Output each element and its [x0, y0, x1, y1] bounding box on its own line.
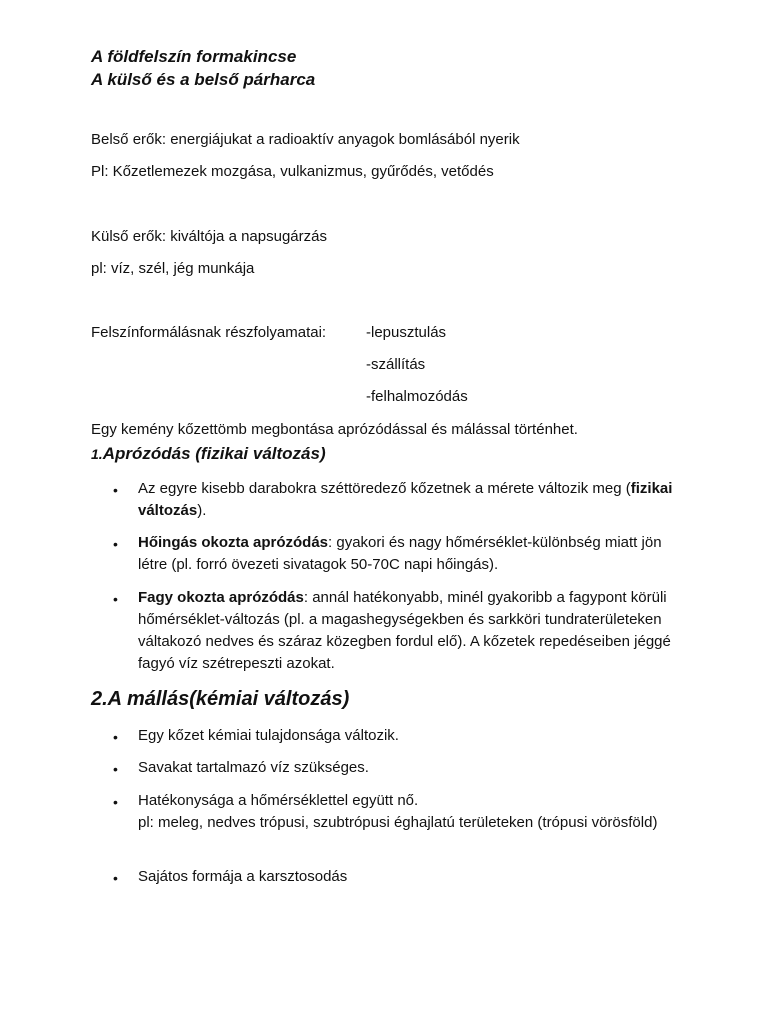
subprocess-item: -felhalmozódás: [366, 388, 468, 405]
list-item: [138, 587, 678, 675]
section1-heading: [91, 443, 326, 465]
list-item: Hatékonysága a hőmérséklettel együtt nő.: [138, 792, 419, 809]
list-item: Savakat tartalmazó víz szükséges.: [138, 759, 369, 776]
list-item: [138, 532, 678, 576]
list-item-bold: Hőingás okozta aprózódás: [138, 534, 329, 551]
external-forces-definition: Külső erők: kiváltója a napsugárzás: [91, 228, 327, 245]
bullet-dot: •: [113, 482, 118, 498]
internal-forces-examples: Pl: Kőzetlemezek mozgása, vulkanizmus, gyűrődés, vetődés: [91, 163, 494, 180]
document-title-line2: A külső és a belső párharca: [91, 70, 316, 89]
bullet-dot: •: [113, 536, 118, 552]
list-item-text: : gyakori és nagy hőmérséklet-különbség miatt jön létre (pl. forró övezeti sivatagok 50-70C napi hőingás).: [138, 534, 662, 573]
subprocess-item: -szállítás: [366, 356, 426, 373]
bullet-dot: •: [113, 870, 118, 886]
bullet-dot: •: [113, 761, 118, 777]
section2-heading: 2.A mállás(kémiai változás): [91, 688, 350, 710]
bullet-dot: •: [113, 591, 118, 607]
list-item-text: ).: [197, 502, 207, 519]
list-item: Egy kőzet kémiai tulajdonsága változik.: [138, 727, 399, 744]
subprocess-item: -lepusztulás: [366, 324, 447, 341]
external-forces-examples: pl: víz, szél, jég munkája: [91, 260, 255, 277]
internal-forces-definition: Belső erők: energiájukat a radioaktív anyagok bomlásából nyerik: [91, 131, 520, 148]
list-item: [138, 478, 678, 522]
list-item-text: : annál hatékonyabb, minél gyakoribb a fagypont körüli hőmérséklet-változás (pl. a magashegységekben és sarkköri tundraterületeken váltakozó nedves és száraz közegben fordul elő). A kőzetek repedéseiben jéggé fagyó víz szétrepeszti azokat.: [138, 589, 671, 672]
subprocesses-label: Felszínformálásnak részfolyamatai:: [91, 324, 327, 341]
intro-sentence: Egy kemény kőzettömb megbontása aprózódással és málással történhet.: [91, 421, 578, 438]
list-item-bold: Fagy okozta aprózódás: [138, 589, 304, 606]
list-item: Sajátos formája a karsztosodás: [138, 868, 348, 885]
list-item-subtext: pl: meleg, nedves trópusi, szubtrópusi éghajlatú területeken (trópusi vörösföld): [138, 814, 658, 831]
section1-heading-text: Aprózódás (fizikai változás): [102, 444, 326, 463]
document-title-line1: A földfelszín formakincse: [91, 47, 297, 66]
list-item-bold: fizikai változás: [138, 480, 673, 519]
list-item-text: Az egyre kisebb darabokra széttöredező kőzetnek a mérete változik meg (: [138, 480, 631, 497]
section1-number: 1.: [91, 446, 103, 462]
bullet-dot: •: [113, 729, 118, 745]
bullet-dot: •: [113, 794, 118, 810]
